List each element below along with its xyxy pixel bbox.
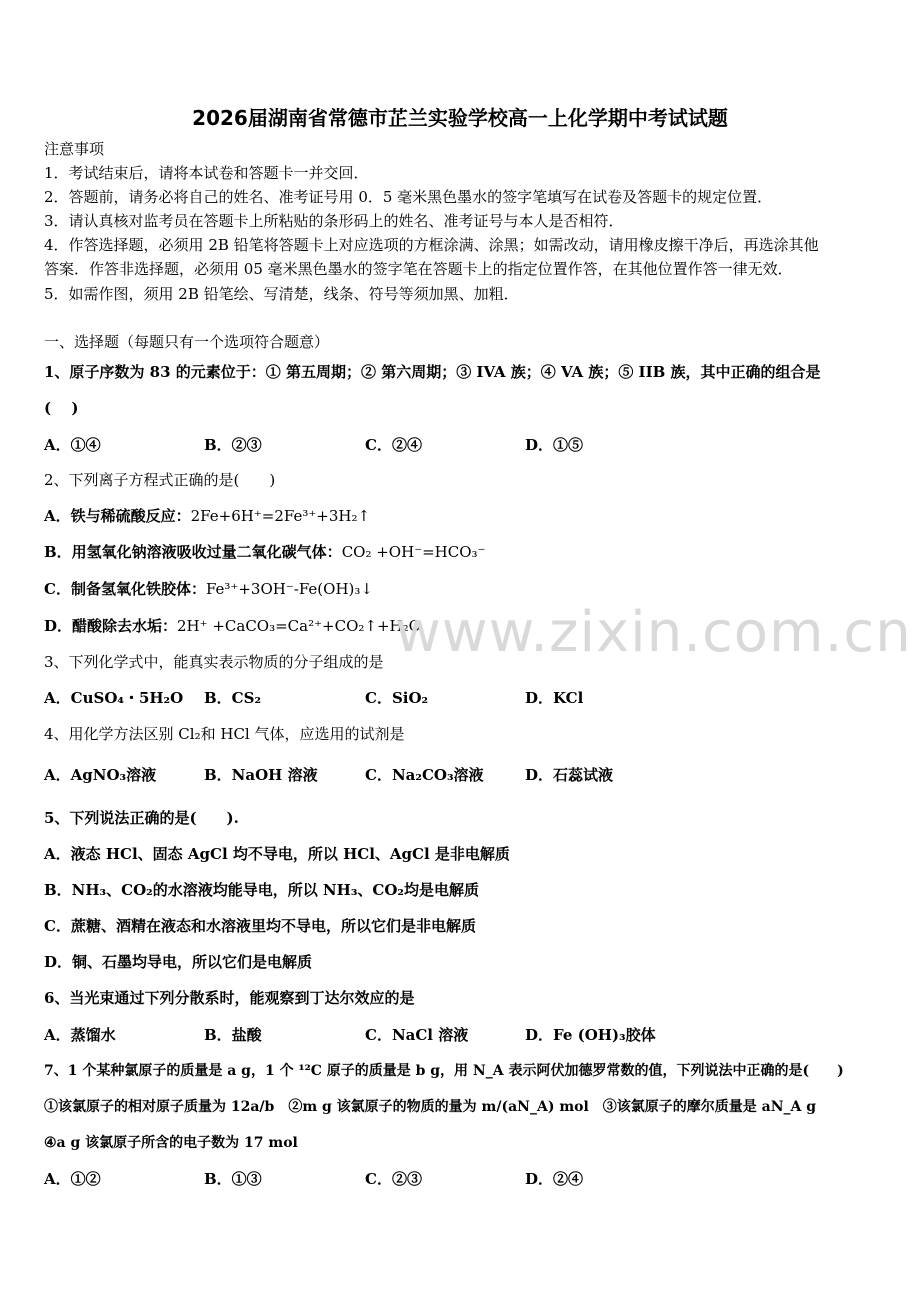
- q7-option-b: B．①③: [204, 1170, 262, 1188]
- q2-option-b: [44, 542, 485, 562]
- q6-option-c: C．NaCl 溶液: [365, 1026, 469, 1044]
- q4-option-a: A．AgNO₃溶液: [44, 766, 157, 784]
- q5-option-d: D．铜、石墨均导电，所以它们是电解质: [44, 953, 313, 971]
- q6-option-b: B．盐酸: [204, 1026, 262, 1044]
- q1-option-a: A．①④: [44, 436, 101, 454]
- section-heading: 一、选择题（每题只有一个选项符合题意）: [44, 333, 330, 351]
- notice-item-3: 3．请认真核对监考员在答题卡上所粘贴的条形码上的姓名、准考证号与本人是否相符．: [44, 212, 624, 230]
- q2-option-b-label: B．用氢氧化钠溶液吸收过量二氧化碳气体：: [44, 543, 342, 561]
- notice-item-1: 1．考试结束后，请将本试卷和答题卡一并交回．: [44, 164, 369, 182]
- q7-option-c: C．②③: [365, 1170, 422, 1188]
- q2-option-a-equation: 2Fe+6H⁺=2Fe³⁺+3H₂↑: [190, 507, 371, 525]
- q7-statements-1: ①该氯原子的相对原子质量为 12a/b ②m g 该氯原子的物质的量为 m/(aN_A) mol ③该氯原子的摩尔质量是 aN_A g: [44, 1099, 817, 1115]
- q2-option-a-label: A．铁与稀硫酸反应：: [44, 507, 191, 525]
- q3-stem: 3、下列化学式中，能真实表示物质的分子组成的是: [44, 653, 384, 671]
- q2-option-d-equation: 2H⁺ +CaCO₃=Ca²⁺+CO₂↑+H₂O: [177, 617, 421, 635]
- q4-option-b: B．NaOH 溶液: [204, 766, 318, 784]
- notice-item-4-cont: 答案．作答非选择题，必须用 05 毫米黑色墨水的签字笔在答题卡上的指定位置作答，在其他位置作答一律无效．: [44, 260, 793, 278]
- q2-option-c: [44, 579, 373, 599]
- q2-option-c-equation: Fe³⁺+3OH⁻-Fe(OH)₃↓: [205, 580, 373, 598]
- q6-option-d: D．Fe (OH)₃胶体: [525, 1026, 656, 1044]
- notice-item-5: 5．如需作图，须用 2B 铅笔绘、写清楚，线条、符号等须加黑、加粗．: [44, 285, 519, 303]
- q7-option-d: D．②④: [525, 1170, 584, 1188]
- q3-option-c: C．SiO₂: [365, 689, 429, 707]
- q3-option-b: B．CS₂: [204, 689, 262, 707]
- q1-paren: ( ): [44, 399, 79, 417]
- q4-stem: 4、用化学方法区别 Cl₂和 HCl 气体，应选用的试剂是: [44, 725, 405, 743]
- q5-option-c: C．蔗糖、酒精在液态和水溶液里均不导电，所以它们是非电解质: [44, 917, 476, 935]
- q6-stem: 6、当光束通过下列分散系时，能观察到丁达尔效应的是: [44, 989, 415, 1007]
- q1-stem: 1、原子序数为 83 的元素位于：① 第五周期；② 第六周期；③ IVA 族；④ VA 族；⑤ IIB 族，其中正确的组合是: [44, 363, 821, 381]
- q2-option-a: [44, 506, 370, 526]
- q4-option-d: D．石蕊试液: [525, 766, 614, 784]
- q2-option-d-label: D．醋酸除去水垢：: [44, 617, 178, 635]
- q3-option-a: A．CuSO₄・5H₂O: [44, 689, 184, 707]
- q1-option-c: C．②④: [365, 436, 422, 454]
- q5-option-a: A．液态 HCl、固态 AgCl 均不导电，所以 HCl、AgCl 是非电解质: [44, 845, 510, 863]
- q6-option-a: A．蒸馏水: [44, 1026, 116, 1044]
- q4-option-c: C．Na₂CO₃溶液: [365, 766, 484, 784]
- q2-option-b-equation: CO₂ +OH⁻=HCO₃⁻: [341, 543, 486, 561]
- q3-option-d: D．KCl: [525, 689, 584, 707]
- notice-item-2: 2．答题前，请务必将自己的姓名、准考证号用 0．5 毫米黑色墨水的签字笔填写在试卷及答题卡的规定位置．: [44, 188, 773, 206]
- q7-option-a: A．①②: [44, 1170, 101, 1188]
- q1-option-d: D．①⑤: [525, 436, 584, 454]
- q5-option-b: B．NH₃、CO₂的水溶液均能导电，所以 NH₃、CO₂均是电解质: [44, 881, 479, 899]
- notice-item-4: 4．作答选择题，必须用 2B 铅笔将答题卡上对应选项的方框涂满、涂黑；如需改动，请用橡皮擦干净后，再选涂其他: [44, 236, 819, 254]
- q7-statements-2: ④a g 该氯原子所含的电子数为 17 mol: [44, 1135, 298, 1151]
- watermark: www.zixin.com.cn: [395, 600, 912, 665]
- page-title: 2026届湖南省常德市芷兰实验学校高一上化学期中考试试题: [192, 106, 728, 130]
- q7-stem: 7、1 个某种氯原子的质量是 a g，1 个 ¹²C 原子的质量是 b g，用 N_A 表示阿伏加德罗常数的值，下列说法中正确的是( ): [44, 1063, 844, 1079]
- q2-option-d: [44, 616, 421, 636]
- q2-stem: 2、下列离子方程式正确的是( ): [44, 471, 276, 489]
- q1-option-b: B．②③: [204, 436, 262, 454]
- notice-heading: 注意事项: [44, 140, 105, 158]
- q5-stem: 5、下列说法正确的是( ).: [44, 809, 239, 827]
- q2-option-c-label: C．制备氢氧化铁胶体：: [44, 580, 206, 598]
